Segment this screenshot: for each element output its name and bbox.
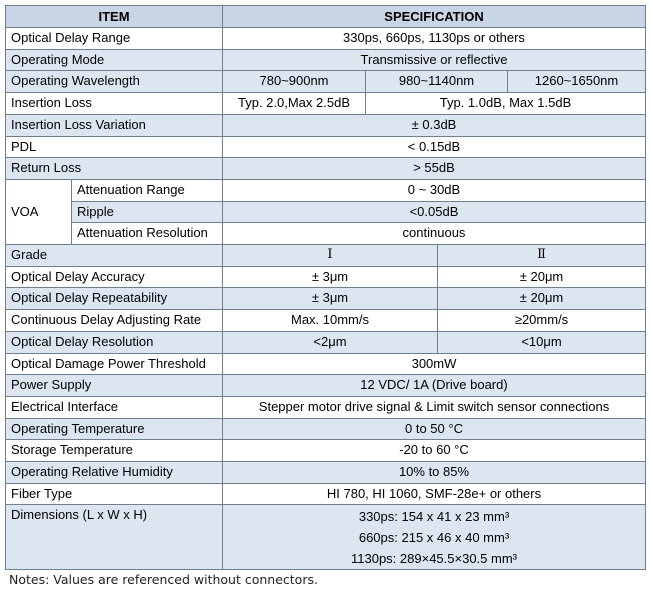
row-value: ± 0.3dB [223,114,646,136]
row-value: Typ. 2.0,Max 2.5dB [223,93,366,115]
row-value: Stepper motor drive signal & Limit switch sensor connections [223,396,646,418]
dimension-value: 1130ps: 289×45.5×30.5 mm³ [351,551,517,567]
row-value: > 55dB [223,158,646,180]
table-row [6,114,646,136]
row-label: Operating Relative Humidity [6,462,223,484]
dimension-value: 660ps: 215 x 46 x 40 mm³ [358,529,510,545]
table-row [6,136,646,158]
row-label: Insertion Loss Variation [6,114,223,136]
row-value: 0 to 50 °C [223,418,646,440]
row-value: 330ps, 660ps, 1130ps or others [223,28,646,50]
row-value: 10% to 85% [223,462,646,484]
row-value: Ⅰ [223,245,438,267]
table-row [6,462,646,484]
table-row [6,28,646,50]
row-value: 780~900nm [223,71,366,93]
table-row [6,201,646,223]
table-row [6,266,646,288]
row-label: Optical Delay Accuracy [6,266,223,288]
row-value: ± 20μm [438,266,646,288]
row-value: ± 3μm [223,266,438,288]
specification-table [5,5,646,570]
table-row [6,158,646,180]
table-notes: Notes: Values are referenced without connectors. [9,572,318,587]
row-label: Fiber Type [6,483,223,505]
row-value: Transmissive or reflective [223,49,646,71]
row-value: 12 VDC/ 1A (Drive board) [223,375,646,397]
row-label: Electrical Interface [6,396,223,418]
row-value: <10μm [438,331,646,353]
table-row [6,49,646,71]
row-label: Return Loss [6,158,223,180]
row-label: Operating Mode [6,49,223,71]
table-row [6,505,646,570]
row-label: Power Supply [6,375,223,397]
row-value: < 0.15dB [223,136,646,158]
table-header-row [6,6,646,28]
row-value: Ⅱ [438,245,646,267]
row-value: Typ. 1.0dB, Max 1.5dB [366,93,646,115]
table-row [6,71,646,93]
table-row [6,331,646,353]
row-value: 1260~1650nm [508,71,646,93]
row-value: -20 to 60 °C [223,440,646,462]
row-value: ± 3μm [223,288,438,310]
table-row [6,93,646,115]
table-row [6,353,646,375]
row-value: HI 780, HI 1060, SMF-28e+ or others [223,483,646,505]
row-value: ≥20mm/s [438,310,646,332]
row-label: Optical Delay Range [6,28,223,50]
row-label: Grade [6,245,223,267]
row-label: Operating Wavelength [6,71,223,93]
table-row [6,245,646,267]
table-row [6,396,646,418]
table-row [6,418,646,440]
row-label: Optical Delay Resolution [6,331,223,353]
row-label: Attenuation Range [72,179,223,201]
row-label: Operating Temperature [6,418,223,440]
dimensions-values [223,505,646,570]
row-value: 980~1140nm [366,71,508,93]
table-row [6,288,646,310]
row-value: Max. 10mm/s [223,310,438,332]
dimension-value: 330ps: 154 x 41 x 23 mm³ [358,508,510,524]
row-value: <0.05dB [223,201,646,223]
row-label: Ripple [72,201,223,223]
table-row [6,179,646,201]
row-label: Storage Temperature [6,440,223,462]
row-value: <2μm [223,331,438,353]
row-label: Attenuation Resolution [72,223,223,245]
table-row [6,310,646,332]
row-label: PDL [6,136,223,158]
table-row [6,223,646,245]
table-row [6,483,646,505]
row-label: Optical Delay Repeatability [6,288,223,310]
header-specification: SPECIFICATION [223,6,646,28]
row-value: 300mW [223,353,646,375]
row-value: 0 ~ 30dB [223,179,646,201]
header-item: ITEM [6,6,223,28]
table-row [6,375,646,397]
voa-label: VOA [6,179,72,244]
row-label: Continuous Delay Adjusting Rate [6,310,223,332]
row-value: ± 20μm [438,288,646,310]
row-label: Optical Damage Power Threshold [6,353,223,375]
table-row [6,440,646,462]
row-label: Insertion Loss [6,93,223,115]
row-value: continuous [223,223,646,245]
row-label: Dimensions (L x W x H) [6,505,223,570]
